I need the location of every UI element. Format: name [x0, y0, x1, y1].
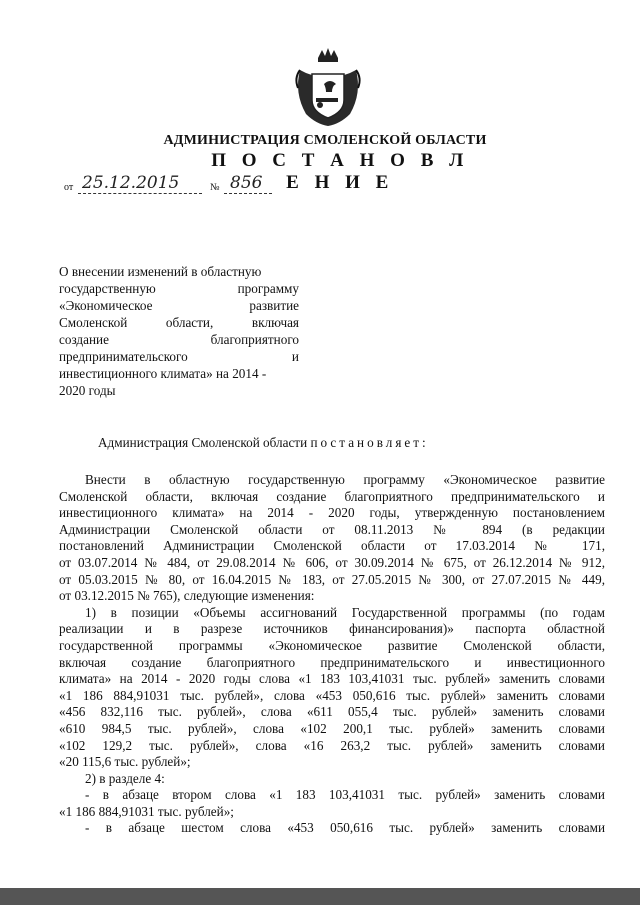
document-type-title: П О С Т А Н О В Л Е Н И Е	[211, 150, 469, 193]
body-line: инвестиционного климата» на 2014 - 2020 годы, утвержденную постановлением	[59, 505, 605, 521]
document-body	[59, 472, 605, 837]
coat-of-arms-emblem	[292, 48, 364, 128]
subject-line: «Экономическое развитие	[59, 298, 299, 313]
body-line: от 03.07.2014 № 484, от 29.08.2014 № 606, от 30.09.2014 № 675, от 26.12.2014 № 912,	[59, 554, 605, 570]
body-line: от 05.03.2015 № 80, от 16.04.2015 № 183, от 27.05.2015 № 300, от 27.07.2015 № 449,	[59, 571, 605, 587]
subject-line: государственную программу	[59, 281, 299, 296]
body-line: - в абзаце шестом слова «453 050,616 тыс. рублей» заменить словами	[85, 820, 605, 836]
body-line: Внести в областную государственную программу «Экономическое развитие	[85, 472, 605, 487]
subject-line: предпринимательского и	[59, 349, 299, 364]
body-line: - в абзаце втором слова «1 183 103,41031 тыс. рублей» заменить словами	[85, 787, 605, 803]
scan-edge-bar	[0, 888, 640, 905]
subject-line: инвестиционного климата» на 2014 -	[59, 366, 267, 381]
body-line: климата» на 2014 - 2020 годы слова «1 183 103,41031 тыс. рублей» заменить словами	[59, 671, 605, 687]
body-line: реализации и в разрезе источников финансирования)» паспорта областной	[59, 621, 605, 637]
body-line: «1 186 884,91031 тыс. рублей»;	[59, 803, 234, 819]
body-line: постановлений Администрации Смоленской области от 17.03.2014 № 171,	[59, 538, 605, 554]
body-line: «102 129,2 тыс. рублей», слова «16 263,2 тыс. рублей» заменить словами	[59, 737, 605, 753]
handwritten-date: 25.12.2015	[82, 173, 180, 193]
body-line: «610 984,5 тыс. рублей», слова «102 200,1 тыс. рублей» заменить словами	[59, 720, 605, 736]
date-number-line	[64, 173, 304, 197]
body-line: от 03.12.2015 № 765), следующие изменения:	[59, 588, 315, 604]
body-line: Смоленской области, включая создание благоприятного предпринимательского и	[59, 488, 605, 504]
subject-line: 2020 годы	[59, 383, 116, 398]
organization-title: АДМИНИСТРАЦИЯ СМОЛЕНСКОЙ ОБЛАСТИ	[163, 133, 487, 148]
preamble-text: Администрация Смоленской области	[98, 435, 308, 450]
body-line: «456 832,116 тыс. рублей», слова «611 055,4 тыс. рублей» заменить словами	[59, 704, 605, 720]
number-underline	[224, 193, 272, 194]
body-line: «20 115,6 тыс. рублей»;	[59, 754, 191, 770]
number-label: №	[210, 182, 220, 193]
document-subject	[59, 263, 299, 399]
subject-line: О внесении изменений в областную	[59, 264, 262, 279]
body-line: 1) в позиции «Объемы ассигнований Государственной программы (по годам	[85, 604, 605, 620]
body-line: 2) в разделе 4:	[85, 770, 165, 786]
handwritten-number: 856	[230, 173, 263, 193]
body-line: включая создание благоприятного предпринимательского и инвестиционного	[59, 654, 605, 670]
from-label: от	[64, 182, 74, 193]
body-line: государственной программы «Экономическое развитие Смоленской области,	[59, 637, 605, 653]
date-underline	[78, 193, 202, 194]
preamble-line	[98, 435, 429, 451]
body-line: Администрации Смоленской области от 08.11.2013 № 894 (в редакции	[59, 521, 605, 537]
body-line: «1 186 884,91031 тыс. рублей», слова «453 050,616 тыс. рублей» заменить словами	[59, 687, 605, 703]
subject-line: Смоленской области, включая	[59, 315, 299, 330]
preamble-action: постановляет:	[310, 435, 429, 450]
subject-line: создание благоприятного	[59, 332, 299, 347]
